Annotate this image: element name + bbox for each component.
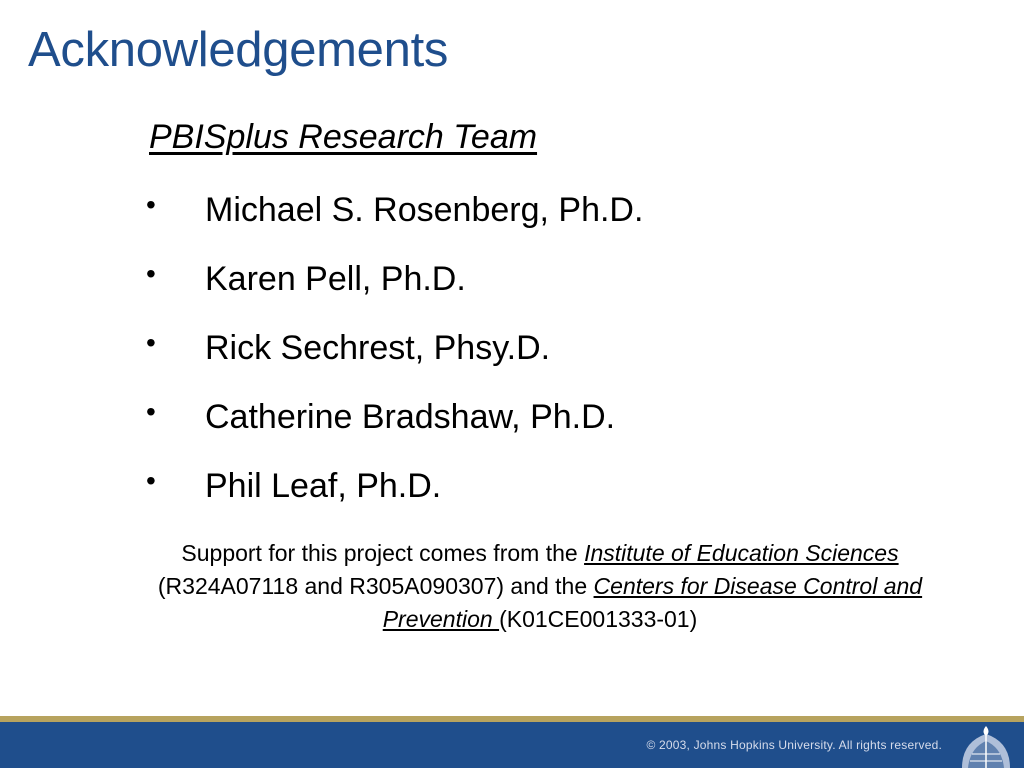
member-name: Michael S. Rosenberg, Ph.D.: [205, 191, 644, 229]
cdc-link[interactable]: Centers for Disease Control and Prevention: [382, 573, 923, 632]
bullet-icon: •: [146, 465, 156, 496]
cdc-grant-number: (K01CE001333-01): [499, 606, 698, 632]
ies-link[interactable]: Institute of Education Sciences: [584, 540, 899, 566]
ies-grant-numbers: (R324A07118 and R305A090307) and the: [157, 573, 594, 599]
member-name: Phil Leaf, Ph.D.: [205, 467, 442, 505]
bullet-icon: •: [146, 189, 156, 220]
university-seal-icon: [958, 724, 1014, 768]
member-name: Rick Sechrest, Phsy.D.: [205, 329, 551, 367]
support-prefix: Support for this project comes from the: [181, 540, 585, 566]
team-heading: PBISplus Research Team: [149, 118, 538, 156]
bullet-icon: •: [146, 327, 156, 358]
bullet-icon: •: [146, 396, 156, 427]
footer-copyright: © 2003, Johns Hopkins University. All rights reserved.: [646, 738, 942, 752]
member-name: Karen Pell, Ph.D.: [205, 260, 466, 298]
bullet-icon: •: [146, 258, 156, 289]
member-name: Catherine Bradshaw, Ph.D.: [205, 398, 616, 436]
footer-bar: [0, 716, 1024, 768]
slide-title: Acknowledgements: [28, 23, 449, 77]
support-statement: [120, 537, 960, 636]
